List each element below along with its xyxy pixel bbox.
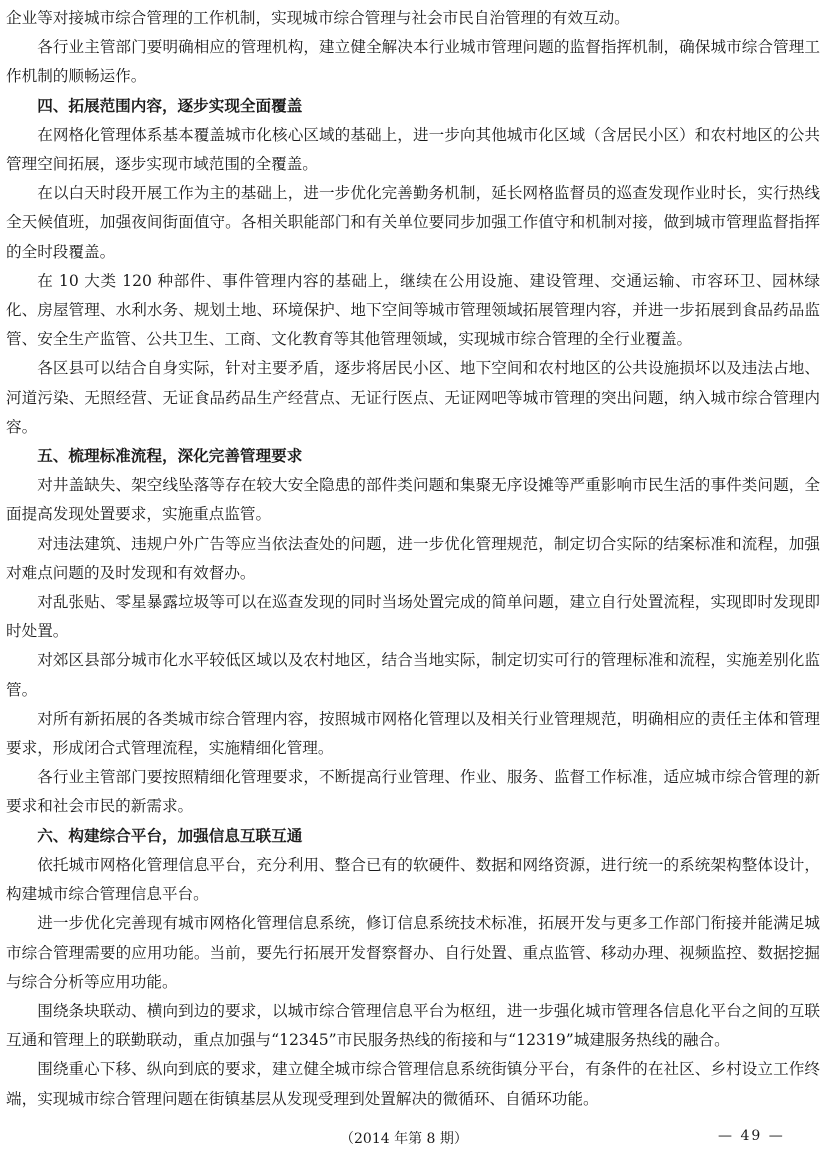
body-paragraph: 各区县可以结合自身实际，针对主要矛盾，逐步将居民小区、地下空间和农村地区的公共设施损坏以及违法占地、河道污染、无照经营、无证食品药品生产经营点、无证行医点、无证网吧等城市管理的突出问题，纳入城市综合管理内容。 <box>6 359 820 436</box>
section-heading: 四、拓展范围内容，逐步实现全面覆盖 <box>37 96 303 115</box>
body-paragraph: 在 10 大类 120 种部件、事件管理内容的基础上，继续在公用设施、建设管理、交通运输、市容环卫、园林绿化、房屋管理、水利水务、规划土地、环境保护、地下空间等城市管理领域拓展管理内容，并进一步拓展到食品药品监管、安全生产监管、公共卫生、工商、文化教育等其他管理领域，实现城市综合管理的全行业覆盖。 <box>6 271 820 349</box>
issue-label: （2014 年第 8 期） <box>340 1131 468 1147</box>
page-footer <box>0 1128 827 1154</box>
body-paragraph: 对违法建筑、违规户外广告等应当依法查处的问题，进一步优化管理规范，制定切合实际的结案标准和流程，加强对难点问题的及时发现和有效督办。 <box>6 534 820 582</box>
body-paragraph: 各行业主管部门要明确相应的管理机构，建立健全解决本行业城市管理问题的监督指挥机制，确保城市综合管理工作机制的顺畅运作。 <box>6 38 820 86</box>
section-heading: 六、构建综合平台，加强信息互联互通 <box>37 826 303 845</box>
body-paragraph: 进一步优化完善现有城市网格化管理信息系统，修订信息系统技术标准，拓展开发与更多工作部门衔接并能满足城市综合管理需要的应用功能。当前，要先行拓展开发督察督办、自行处置、重点监管、移动办理、视频监控、数据挖掘与综合分析等应用功能。 <box>6 914 820 991</box>
document-body <box>6 4 820 1114</box>
body-paragraph: 企业等对接城市综合管理的工作机制，实现城市综合管理与社会市民自治管理的有效互动。 <box>6 9 630 27</box>
body-paragraph: 在以白天时段开展工作为主的基础上，进一步优化完善勤务机制，延长网格监督员的巡查发现作业时长，实行热线全天候值班，加强夜间街面值守。各相关职能部门和有关单位要同步加强工作值守和机制对接，做到城市管理监督指挥的全时段覆盖。 <box>6 184 820 261</box>
body-paragraph: 在网格化管理体系基本覆盖城市化核心区域的基础上，进一步向其他城市化区域（含居民小区）和农村地区的公共管理空间拓展，逐步实现市域范围的全覆盖。 <box>6 125 820 174</box>
body-paragraph: 围绕重心下移、纵向到底的要求，建立健全城市综合管理信息系统街镇分平台，有条件的在社区、乡村设立工作终端，实现城市综合管理问题在街镇基层从发现受理到处置解决的微循环、自循环功能。 <box>6 1060 820 1108</box>
body-paragraph: 对井盖缺失、架空线坠落等存在较大安全隐患的部件类问题和集聚无序设摊等严重影响市民生活的事件类问题，全面提高发现处置要求，实施重点监管。 <box>6 476 820 524</box>
body-paragraph: 依托城市网格化管理信息平台，充分利用、整合已有的软硬件、数据和网络资源，进行统一的系统架构整体设计，构建城市综合管理信息平台。 <box>6 855 820 904</box>
section-heading: 五、梳理标准流程，深化完善管理要求 <box>37 447 303 466</box>
body-paragraph: 对乱张贴、零星暴露垃圾等可以在巡查发现的同时当场处置完成的简单问题，建立自行处置流程，实现即时发现即时处置。 <box>6 593 820 641</box>
body-paragraph: 对郊区县部分城市化水平较低区域以及农村地区，结合当地实际，制定切实可行的管理标准和流程，实施差别化监管。 <box>6 651 820 699</box>
page-number: — 49 — <box>718 1128 785 1144</box>
body-paragraph: 围绕条块联动、横向到边的要求，以城市综合管理信息平台为枢纽，进一步强化城市管理各信息化平台之间的互联互通和管理上的联勤联动，重点加强与“12345”市民服务热线的衔接和与“12319”城建服务热线的融合。 <box>6 1001 820 1050</box>
body-paragraph: 对所有新拓展的各类城市综合管理内容，按照城市网格化管理以及相关行业管理规范，明确相应的责任主体和管理要求，形成闭合式管理流程，实施精细化管理。 <box>6 709 820 758</box>
body-paragraph: 各行业主管部门要按照精细化管理要求，不断提高行业管理、作业、服务、监督工作标准，适应城市综合管理的新要求和社会市民的新需求。 <box>6 768 820 816</box>
